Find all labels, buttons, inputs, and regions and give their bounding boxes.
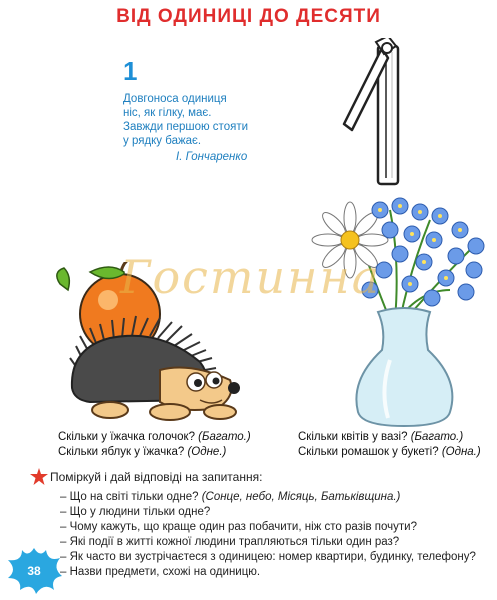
task-question-text: – Які події в житті кожної людини трапляються тільки один раз? [60,536,400,548]
poem-author: І. Гончаренко [176,151,248,163]
number-one-figure-illustration [330,38,420,188]
question-answer: (Багато.) [198,431,251,443]
task-question [60,565,260,580]
question-hedgehog-needles [58,430,251,445]
question-daisies-in-bouquet [298,445,481,460]
question-hedgehog-apples [58,445,226,460]
task-intro: Поміркуй і дай відповіді на запитання: [50,470,263,484]
task-question-text: – Назви предмети, схожі на одиницю. [60,566,261,578]
task-question [60,505,210,520]
question-answer: (Багато.) [410,431,464,443]
poem-line: у рядку бажає. [123,135,202,147]
question-text: Скільки у їжачка голочок? [58,431,199,443]
poem-line: Завжди першою стояти [123,121,249,133]
number-one: 1 [123,56,138,86]
task-question [60,535,399,550]
question-text: Скільки ромашок у букеті? [298,446,442,458]
red-star-icon [30,468,48,486]
question-text: Скільки яблук у їжачка? [58,446,188,458]
task-question [60,550,476,565]
task-question-text: – Чому кажуть, що краще один раз побачити, ніж сто разів почути? [60,521,418,533]
page-title: ВІД ОДИНИЦІ ДО ДЕСЯТИ [116,6,381,27]
task-question-text: – Що на світі тільки одне? [60,491,202,503]
poem-line: Довгоноса одиниця [123,93,227,105]
vase-with-flowers-illustration [300,190,495,430]
page-number: 38 [27,564,41,578]
task-question-text: – Що у людини тільки одне? [60,506,211,518]
question-answer: (Одна.) [441,446,481,458]
task-question [60,520,417,535]
task-question-text: – Як часто ви зустрічаєтеся з одиницею: номер квартири, будинку, телефону? [60,551,476,563]
question-text: Скільки квітів у вазі? [298,431,411,443]
task-question [60,490,400,505]
question-answer: (Одне.) [187,446,227,458]
poem-line: ніс, як гілку, має. [123,107,212,119]
question-flowers-in-vase [298,430,463,445]
task-question-answer: (Сонце, небо, Місяць, Батьківщина.) [201,491,401,503]
watermark: Гостинна [120,250,382,304]
